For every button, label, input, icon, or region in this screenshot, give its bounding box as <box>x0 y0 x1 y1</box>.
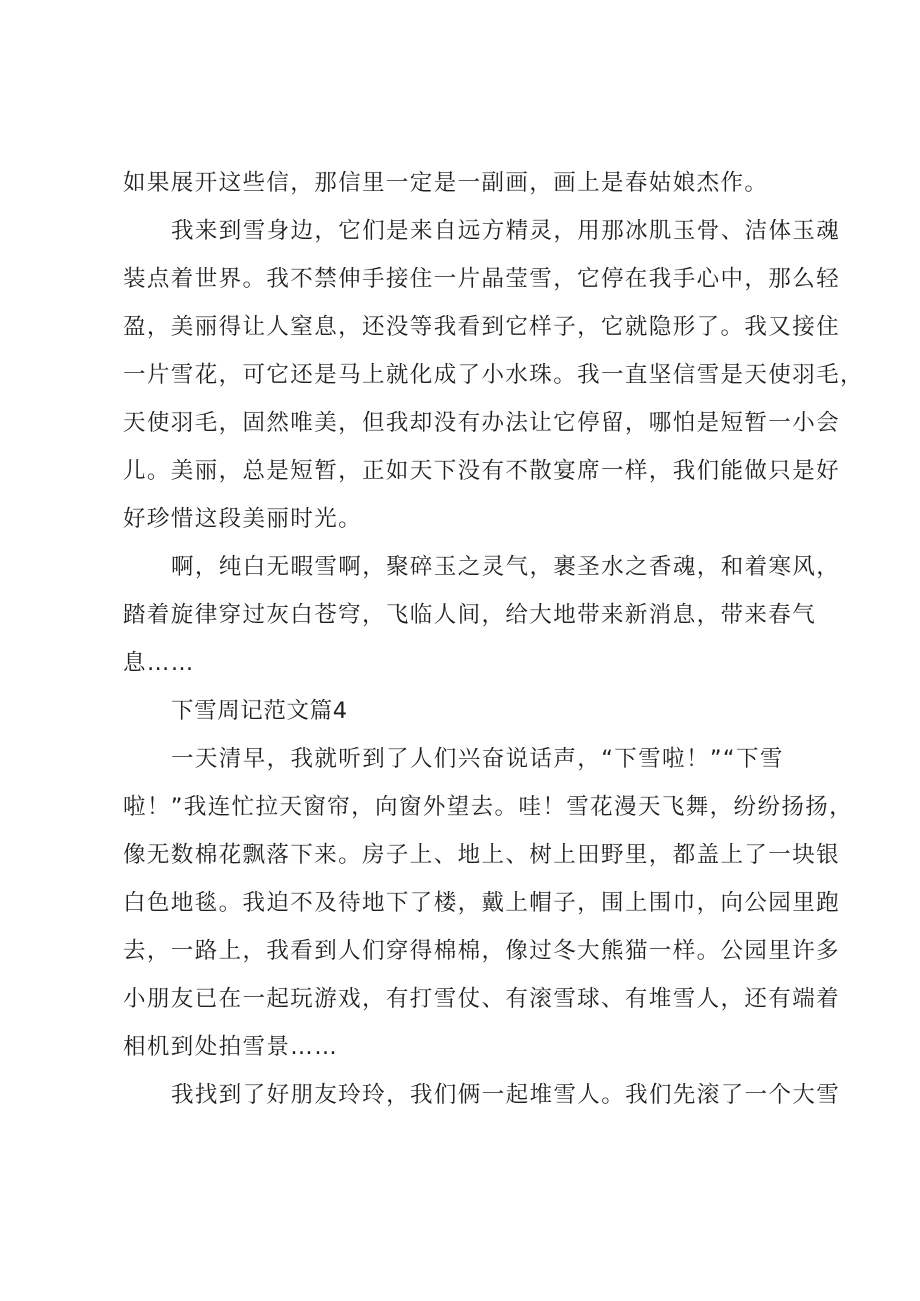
paragraph-first-line: 我来到雪身边，它们是来自远方精灵，用那冰肌玉骨、洁体玉魂 <box>171 218 841 244</box>
text-line: 白色地毯。我迫不及待地下了楼，戴上帽子，围上围巾，向公园里跑 <box>123 890 841 916</box>
paragraph-first-line: 一天清早，我就听到了人们兴奋说话声，“下雪啦！”“下雪 <box>171 746 784 772</box>
text-line: 踏着旋律穿过灰白苍穹，飞临人间，给大地带来新消息，带来春气 <box>123 602 817 628</box>
text-line: 像无数棉花飘落下来。房子上、地上、树上田野里，都盖上了一块银 <box>123 842 841 868</box>
text-line: 如果展开这些信，那信里一定是一副画，画上是春姑娘杰作。 <box>123 170 769 196</box>
paragraph-first-line: 我找到了好朋友玲玲，我们俩一起堆雪人。我们先滚了一个大雪 <box>171 1082 841 1108</box>
text-line: 儿。美丽，总是短暂，正如天下没有不散宴席一样，我们能做只是好 <box>123 458 841 484</box>
text-line: 一片雪花，可它还是马上就化成了小水珠。我一直坚信雪是天使羽毛， <box>123 362 864 388</box>
text-line: 好珍惜这段美丽时光。 <box>123 506 363 532</box>
paragraph-first-line: 啊，纯白无暇雪啊，聚碎玉之灵气，裹圣水之香魂，和着寒风， <box>171 554 841 580</box>
text-line: 啦！”我连忙拉天窗帘，向窗外望去。哇！雪花漫天飞舞，纷纷扬扬， <box>123 794 854 820</box>
section-heading: 下雪周记范文篇4 <box>171 698 348 724</box>
text-line: 去，一路上，我看到人们穿得棉棉，像过冬大熊猫一样。公园里许多 <box>123 938 841 964</box>
text-line: 小朋友已在一起玩游戏，有打雪仗、有滚雪球、有堆雪人，还有端着 <box>123 986 841 1012</box>
text-line: 天使羽毛，固然唯美，但我却没有办法让它停留，哪怕是短暂一小会 <box>123 410 841 436</box>
text-line: 装点着世界。我不禁伸手接住一片晶莹雪，它停在我手心中，那么轻 <box>123 266 841 292</box>
text-line: 相机到处拍雪景…… <box>123 1034 339 1060</box>
text-line: 盈，美丽得让人窒息，还没等我看到它样子，它就隐形了。我又接住 <box>123 314 841 340</box>
text-line: 息…… <box>123 650 195 676</box>
